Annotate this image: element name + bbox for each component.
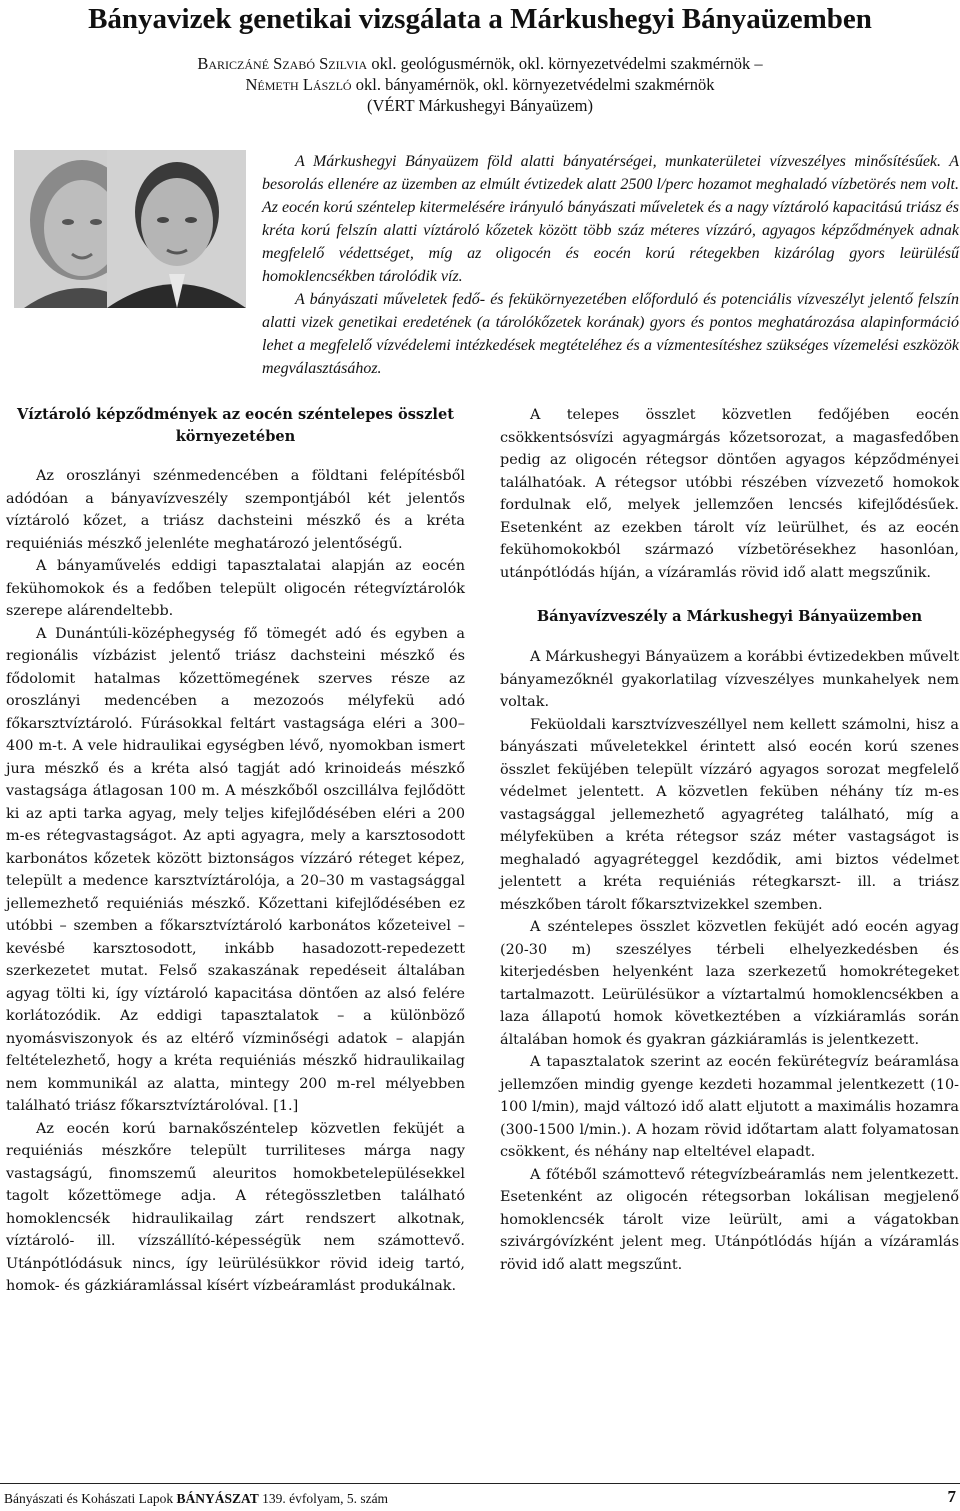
journal-footer bbox=[4, 1490, 388, 1508]
body-paragraph: Az oroszlányi szénmedencében a földtani felépítésből adódóan a bányavízveszély szempontjából két jelentős víztároló kőzet, a triász dachsteini mészkő és a kréta requiéniás mészkő jelenléte meghatározó jelentőségű. bbox=[6, 468, 465, 552]
body-paragraph: A széntelepes összlet közvetlen feküjét adó eocén agyag (20-30 m) szeszélyes térbeli elhelyezkedésben és kiterjedésben helyenként laza szerkezetű homokrétegeket tartalmazott. Leürülésükor a víztartalmú homoklencsékben a laza állapotú homok következtében a vízkiáramlás során általában homok és gyakran gázkiáramlás is jelentkezett. bbox=[500, 919, 959, 1048]
abstract bbox=[262, 150, 959, 380]
section-heading-water-hazard: Bányavízveszély a Márkushegyi Bányaüzemben bbox=[536, 608, 923, 625]
author-photo-man bbox=[107, 150, 246, 308]
author-affiliation: (VÉRT Márkushegyi Bányaüzem) bbox=[367, 96, 593, 115]
author-line-2 bbox=[0, 74, 960, 95]
footer-rule bbox=[0, 1483, 960, 1484]
abstract-paragraph: A Márkushegyi Bányaüzem föld alatti bányatérségei, munkaterületei vízveszélyes minősítésűek. A besorolás ellenére az üzemben az elmúlt évtizedek alatt 2500 l/perc hozamot meghaladó vízbetörés nem volt. Az eocén korú széntelep kitermelésére irányuló bányászati műveletek és a nagy víztároló kapacitású triász és kréta korú felszín alatti víztároló kőzetek között több száz méteres vízzáró, agyagos képződmények adnak megfelelő védettséget, míg az oligocén és eocén korú rétegekben kizárólag gyors leürülésű homoklencsékben tárolódik víz. bbox=[262, 153, 959, 285]
author-line-1 bbox=[0, 53, 960, 74]
right-column bbox=[500, 404, 959, 1276]
footer-issue: 139. évfolyam, 5. szám bbox=[262, 1491, 389, 1506]
abstract-paragraph: A bányászati műveletek fedő- és fekükörnyezetében előforduló és potenciális vízveszélyt jelentő felszín alatti vizek genetikai eredetének (a tárolókőzetek korának) gyors és pontos meghatározása alapinformáció lehet a megfelelő vízvédelemi intézkedések megtételéhez és a vízmentesítéshez szükséges vízemelési eszközök megválasztásához. bbox=[262, 291, 959, 377]
article-title: Bányavizek genetikai vizsgálata a Márkushegyi Bányaüzemben bbox=[88, 3, 872, 35]
body-paragraph: A bányaművelés eddigi tapasztalatai alapján az eocén fekühomokok és a fedőben települt oligocén rétegvíztárolók szerepe alárendeltebb. bbox=[6, 558, 465, 619]
author-2-name: Németh László bbox=[245, 75, 352, 94]
section-heading-aquifers: Víztároló képződmények az eocén széntelepes összlet környezetében bbox=[16, 406, 455, 445]
author-1-name: Bariczáné Szabó Szilvia bbox=[197, 54, 368, 73]
body-paragraph: Feküoldali karsztvízveszéllyel nem kellett számolni, hisz a bányászati műveletekkel érintett alsó eocén korú szenes összlet feküjében települt vízzáró agyagos sorozat megfelelő védelmet jelentett. A közvetlen feküben néhány tíz m-es vastagsággal jellemezhető agyagréteg található, míg a mélyfeküben a kréta rétegsor száz méter vastagságot is meghaladó agyagréteggel kezdődik, ami biztos védelmet jelentett a kréta requiéniás rétegkarszt- ill. a triász mészkőben tárolt főkarsztvizekkel szemben. bbox=[500, 716, 959, 913]
body-paragraph: A tapasztalatok szerint az eocén fekürétegvíz beáramlása jellemzően mindig gyenge kezdeti hozammal jelentkezett (10-100 l/min), majd változó idő alatt eljutott a maximális hozamra (300-1500 l/min.). A hozam rövid időtartam alatt folyamatosan csökkent, és néhány nap elteltével elapadt. bbox=[500, 1054, 959, 1160]
body-paragraph: A Márkushegyi Bányaüzem a korábbi évtizedekben művelt bányamezőknél gyakorlatilag vízveszélyes munkahelyek nem voltak. bbox=[500, 649, 959, 710]
page-number: 7 bbox=[947, 1487, 956, 1506]
footer-journal: Bányászati és Kohászati Lapok bbox=[4, 1491, 174, 1506]
author-2-role: okl. bányamérnök, okl. környezetvédelmi szakmérnök bbox=[355, 75, 715, 94]
author-block bbox=[0, 53, 960, 116]
author-1-role: okl. geológusmérnök, okl. környezetvédelmi szakmérnök – bbox=[371, 54, 763, 73]
footer-section: BÁNYÁSZAT bbox=[176, 1491, 259, 1506]
body-paragraph: A telepes összlet közvetlen fedőjében eocén csökkentsósvízi agyagmárgás kőzetsorozat, a magasfedőben pedig az oligocén rétegsor döntően agyagos képződményei találhatóak. A rétegsor utóbbi részében vízvezető homokok fordulnak elő, melyek jellemzően lencsés kifejlődésűek. Esetenként az ezekben tárolt víz leürülhet, és az eocén fekühomokokból származó vízbetörésekhez hasonlóan, utánpótlódás híján, a vízáramlás rövid idő alatt megszűnik. bbox=[500, 407, 959, 581]
left-column bbox=[6, 404, 465, 1298]
body-paragraph: Az eocén korú barnakőszéntelep közvetlen feküjét a requiéniás mészkőre települt turriliteses márga nagy vastagságú, finomszemű aleuritos homokbetelepülésekkel tagolt kőzettömege adja. A rétegösszletben található homoklencsék hidraulikailag zárt rendszert alkotnak, víztároló- ill. vízszállító-képességük nem számottevő. Utánpótlódásuk nincs, így leürülésükkor rövid ideig tartó, homok- és gázkiáramlással kísért vízbeáramlást produkálnak. bbox=[6, 1120, 465, 1294]
body-paragraph: A főtéből számottevő rétegvízbeáramlás nem jelentkezett. Esetenként az oligocén rétegsorban lokálisan megjelenő homoklencsék tárolt vize leürült, ami a vágatokban szivárgóvízként jelent meg. Utánpótlódás híján a vízáramlás rövid idő alatt megszűnt. bbox=[500, 1166, 959, 1273]
body-paragraph: A Dunántúli-középhegység fő tömegét adó és egyben a regionális vízbázist jelentő triász dachsteini mészkő és fődolomit hatalmas kőzettömegének szerves része az oroszlányi medencében a mezozoós mélyfekü adó főkarsztvíztároló. Fúrásokkal feltárt vastagsága eléri a 300–400 m-t. A vele hidraulikai egységben lévő, nyomokban ismert jura mészkő és a kréta alsó tagját adó krinoideás mészkő vastagsága átlagosan 100 m. A mészkőből oszcillálva fejlődött ki az apti tarka agyag, mely teljes kifejlődésében eléri a 200 m-es rétegvastagságot. Az apti agyagra, mely a karsztosodott karbonátos kőzetek között biztonságos vízzáró réteget képez, települt a medence karsztvíztárolója, a 20–30 m vastagsággal jellemezhető requiéniás mészkő. Kőzettani kifejlődésében ez utóbbi – szemben a főkarsztvíztároló karbonátos kőzeteivel – kevésbé karsztosodott, inkább hasadozott-repedezett szerkezetet mutat. Felső szakaszának repedéseit általában agyag tölti ki, így víztároló kapacitása döntően az alsó felére korlátozódik. Az eddigi tapasztalatok – a különböző nyomásviszonyok és az eltérő vízminőségi adatok – alapján feltételezhető, hogy a kréta requiéniás mészkő hidraulikailag nem kommunikál az alatta, mintegy 200 m-rel mélyebben található triász főkarsztvíztárolóval. [1.] bbox=[6, 625, 465, 1114]
